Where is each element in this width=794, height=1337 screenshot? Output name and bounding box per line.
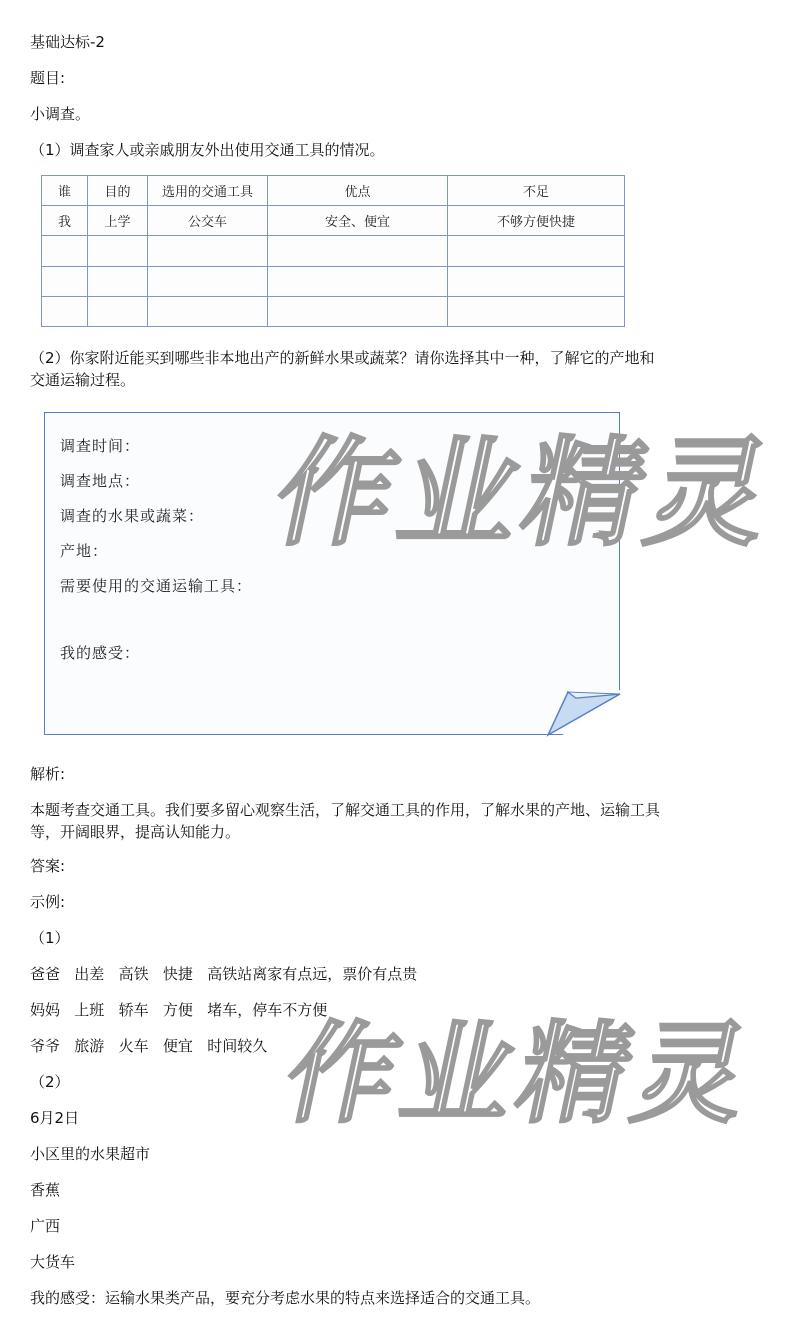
answer-line: 妈妈 上班 轿车 方便 堵车，停车不方便 [30,1001,328,1019]
watermark: 作业精灵 [274,1010,766,1138]
table-cell [448,266,625,296]
question-part2: （2）你家附近能买到哪些非本地出产的新鲜水果或蔬菜？请你选择其中一种，了解它的产地和交通运输过程。 [30,349,655,389]
question-intro: 小调查。 [30,105,91,123]
table-header-cell: 目的 [88,176,148,206]
watermark: 作业精灵 [263,424,789,562]
card-field-time: 调查时间： [60,437,141,455]
question-part1: （1）调查家人或亲戚朋友外出使用交通工具的情况。 [30,141,385,159]
table-cell [148,236,268,266]
page-curl-icon [546,690,622,737]
survey-note-card [44,412,620,735]
table-row [42,206,625,236]
table-cell [448,296,625,326]
table-cell [42,236,88,266]
table-cell: 不够方便快捷 [448,206,625,236]
table-cell [88,236,148,266]
card-field-place: 调查地点： [60,472,141,490]
answer-part2-label: （2） [30,1073,70,1091]
answer-example-label: 示例: [30,893,66,911]
table-cell [88,296,148,326]
table-cell [268,296,448,326]
table-cell [88,266,148,296]
answer-place: 小区里的水果超市 [30,1145,151,1163]
survey-table [41,175,625,327]
table-cell [148,266,268,296]
answer-vehicle: 大货车 [30,1253,76,1271]
answer-fruit: 香蕉 [30,1181,61,1199]
table-cell [268,266,448,296]
section-title: 基础达标-2 [30,33,105,51]
answer-origin: 广西 [30,1217,61,1235]
table-cell [448,236,625,266]
table-cell [42,266,88,296]
table-header-cell: 选用的交通工具 [148,176,268,206]
analysis-text: 本题考查交通工具。我们要多留心观察生活，了解交通工具的作用，了解水果的产地、运输工具等，开阔眼界，提高认知能力。 [30,801,661,841]
table-cell: 公交车 [148,206,268,236]
table-cell [42,296,88,326]
answer-label: 答案: [30,857,66,875]
card-field-transport: 需要使用的交通运输工具： [60,577,253,595]
answer-feeling: 我的感受：运输水果类产品，要充分考虑水果的特点来选择适合的交通工具。 [30,1289,541,1307]
answer-line: 爸爸 出差 高铁 快捷 高铁站离家有点远，票价有点贵 [30,965,418,983]
answer-date: 6月2日 [30,1109,80,1127]
table-row [42,296,625,326]
answer-line: 爷爷 旅游 火车 便宜 时间较久 [30,1037,268,1055]
answer-part1-label: （1） [30,929,70,947]
table-row [42,266,625,296]
table-header-row [42,176,625,206]
table-cell: 我 [42,206,88,236]
card-field-item: 调查的水果或蔬菜： [60,507,205,525]
table-header-cell: 谁 [42,176,88,206]
question-label: 题目: [30,69,66,87]
table-cell: 安全、便宜 [268,206,448,236]
table-cell [268,236,448,266]
analysis-label: 解析: [30,765,66,783]
card-field-origin: 产地： [60,542,109,560]
table-header-cell: 不足 [448,176,625,206]
table-header-cell: 优点 [268,176,448,206]
table-row [42,236,625,266]
table-cell: 上学 [88,206,148,236]
card-field-feeling: 我的感受： [60,644,141,662]
table-cell [148,296,268,326]
